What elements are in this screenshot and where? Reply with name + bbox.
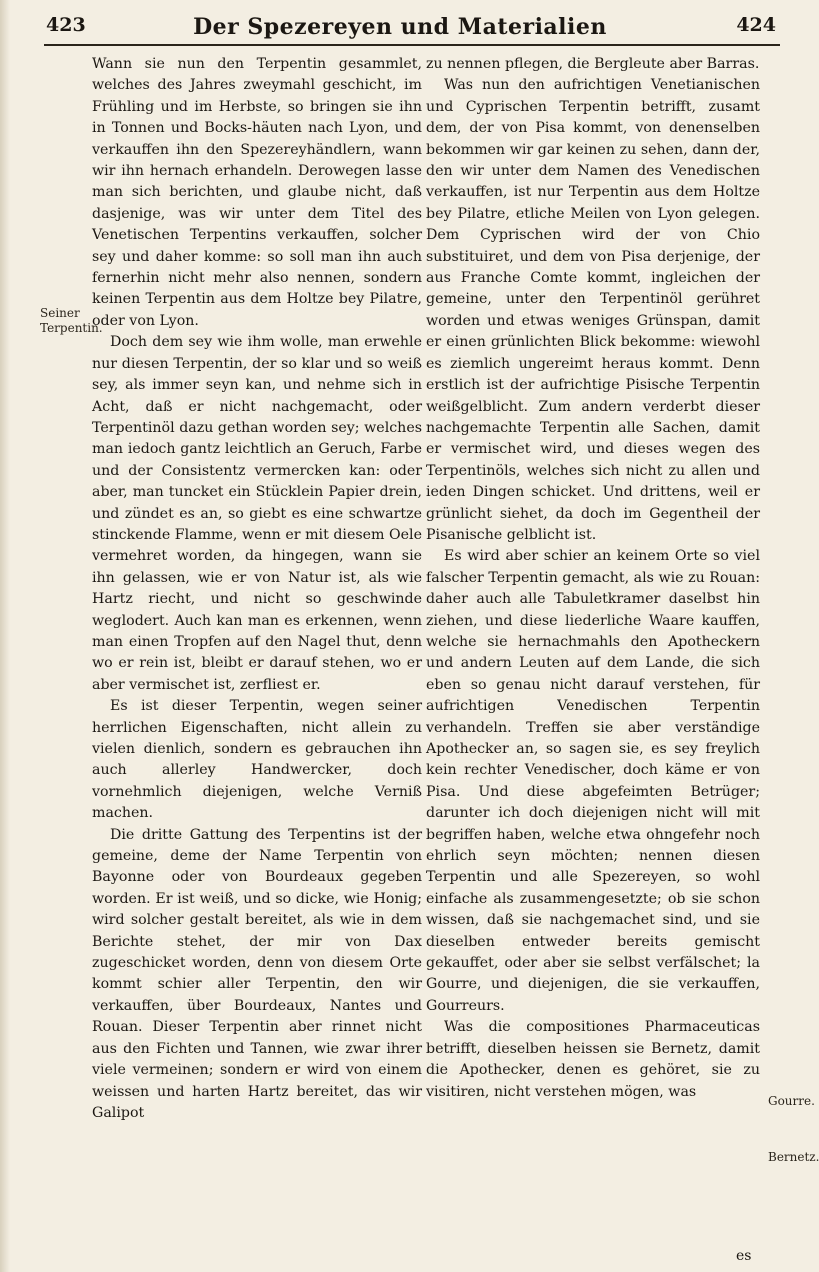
right-column (426, 54, 760, 1103)
page-number-left: 423 (46, 14, 86, 36)
right-paragraph-1: zu nennen pflegen, die Bergleute aber Barras. (426, 56, 760, 72)
left-paragraph-1: Wann sie nun den Terpentin gesammlet, welches des Jahres zweymahl geschicht, im Frühling und im Herbste, so bringen sie ihn in Tonnen und Bocks-häuten nach Lyon, und verkauffen ihn den Spezereyhändlern, wann wir ihn hernach erhandeln. Derowegen lasse man sich berichten, und glaube nicht, daß dasjenige, was wir unter dem Titel des Venetischen Terpentins verkauffen, solcher sey und daher komme: so soll man ihn auch fernerhin nicht mehr also nennen, sondern keinen Terpentin aus dem Holtze bey Pilatre, oder von Lyon. (92, 56, 422, 329)
left-paragraph-4: Die dritte Gattung des Terpentins ist der gemeine, deme der Name Terpentin von Bayonne oder von Bourdeaux gegeben worden. Er ist weiß, und so dicke, wie Honig; wird solcher gestalt bereitet, als wie in dem Berichte stehet, der mir von Dax zugeschicket worden, denn von diesem Orte kommt schier aller Terpentin, den wir verkauffen, über Bourdeaux, Nantes und Rouan. Dieser Terpentin aber rinnet nicht aus den Fichten und Tannen, wie zwar ihrer viele vermeinen; sondern er wird von einem weissen und harten Hartz bereitet, das wir Galipot (92, 826, 422, 1121)
right-paragraph-3: Es wird aber schier an keinem Orte so viel falscher Terpentin gemacht, als wie zu Rouan: daher auch alle Tabuletkramer daselbst hin ziehen, und diese liederliche Waare kauffen, welche sie hernachmahls den Apotheckern und andern Leuten auf dem Lande, die sich eben so genau nicht darauf verstehen, für aufrichtigen Venedischen Terpentin verhandeln. Treffen sie aber verständige Apothecker an, so sagen sie, es sey freylich kein rechter Venedischer, doch käme er von Pisa. Und diese abgefeimten Betrüger; darunter ich doch diejenigen nicht will mit begriffen haben, welche etwa ohngefehr noch ehrlich seyn möchten; nennen diesen Terpentin und alle Spezereyen, so wohl einfache als zusammengesetzte; ob sie schon wissen, daß sie nachgemachet sind, und sie dieselben entweder bereits gemischt gekauffet, oder aber sie selbst verfälschet; la Gourre, und diejenigen, die sie verkauffen, Gourreurs. (426, 548, 760, 1014)
page-gutter-shadow (0, 0, 10, 1272)
margin-note-left: Seiner Terpentin. (40, 306, 103, 335)
page-header (40, 8, 780, 44)
left-column (92, 54, 422, 1124)
margin-note-right-gourre: Gourre. (768, 1094, 815, 1108)
catchword: es (736, 1248, 752, 1264)
right-paragraph-4: Was die compositiones Pharmaceuticas betrifft, dieselben heissen sie Bernetz, damit die Apothecker, denen es gehöret, sie zu visitiren, nicht verstehen mögen, was (426, 1019, 760, 1100)
left-paragraph-3: Es ist dieser Terpentin, wegen seiner herrlichen Eigenschaften, nicht allein zu vielen dienlich, sondern es gebrauchen ihn auch allerley Handwercker, doch vornehmlich diejenigen, welche Verniß machen. (92, 698, 422, 822)
margin-note-right-bernetz: Bernetz. (768, 1150, 819, 1164)
header-rule (44, 44, 780, 46)
running-title: Der Spezereyen und Materialien (193, 14, 607, 40)
left-paragraph-2: Doch dem sey wie ihm wolle, man erwehle nur diesen Terpentin, der so klar und so weiß sey, als immer seyn kan, und nehme sich in Acht, daß er nicht nachgemacht, oder Terpentinöl dazu gethan worden sey; welches man iedoch gantz leichtlich an Geruch, Farbe und der Consistentz vermercken kan: oder aber, man tuncket ein Stücklein Papier drein, und zündet es an, so giebt es eine schwartze stinckende Flamme, wenn er mit diesem Oele vermehret worden, da hingegen, wann sie ihn gelassen, wie er von Natur ist, als wie Hartz riecht, und nicht so geschwinde weglodert. Auch kan man es erkennen, wenn man einen Tropfen auf den Nagel thut, denn wo er rein ist, bleibt er darauf stehen, wo er aber vermischet ist, zerfliest er. (92, 334, 422, 693)
right-paragraph-2: Was nun den aufrichtigen Venetianischen und Cyprischen Terpentin betrifft, zusamt dem, der von Pisa kommt, von denenselben bekommen wir gar keinen zu sehen, dann der, den wir unter dem Namen des Venedischen verkauffen, ist nur Terpentin aus dem Holtze bey Pilatre, etliche Meilen von Lyon gelegen. Dem Cyprischen wird der von Chio substituiret, und dem von Pisa derjenige, der aus Franche Comte kommt, ingleichen der gemeine, unter den Terpentinöl gerühret worden und etwas weniges Grünspan, damit er einen grünlichten Blick bekomme: wiewohl es ziemlich ungereimt heraus kommt. Denn erstlich ist der aufrichtige Pisische Terpentin weißgelblicht. Zum andern verderbt dieser nachgemachte Terpentin alle Sachen, damit er vermischet wird, und dieses wegen des Terpentinöls, welches sich nicht zu allen und ieden Dingen schicket. Und drittens, weil er grünlicht siehet, da doch im Gegentheil der Pisanische gelblicht ist. (426, 77, 760, 543)
page-number-right: 424 (736, 14, 776, 36)
